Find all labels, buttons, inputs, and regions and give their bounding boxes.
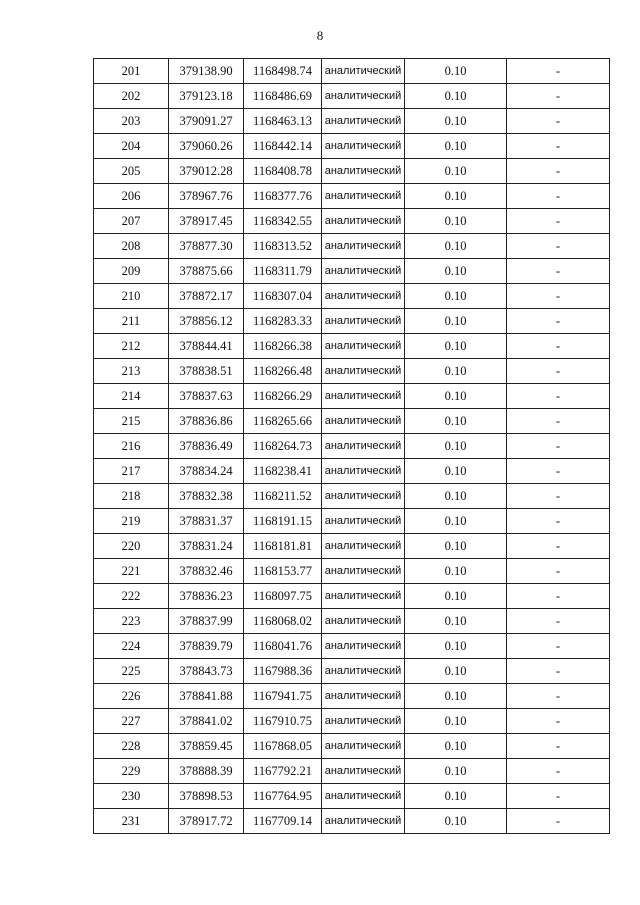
table-row bbox=[94, 484, 610, 509]
method-cell: аналитический bbox=[322, 609, 405, 634]
point-number-cell: 210 bbox=[94, 284, 169, 309]
method-cell: аналитический bbox=[322, 434, 405, 459]
accuracy-cell: 0.10 bbox=[405, 534, 507, 559]
x-coordinate-cell: 378834.24 bbox=[169, 459, 244, 484]
x-coordinate-cell: 378831.24 bbox=[169, 534, 244, 559]
y-coordinate-cell: 1168486.69 bbox=[244, 84, 322, 109]
y-coordinate-cell: 1168311.79 bbox=[244, 259, 322, 284]
note-cell: - bbox=[507, 684, 610, 709]
accuracy-cell: 0.10 bbox=[405, 334, 507, 359]
method-cell: аналитический bbox=[322, 459, 405, 484]
method-cell: аналитический bbox=[322, 284, 405, 309]
accuracy-cell: 0.10 bbox=[405, 309, 507, 334]
accuracy-cell: 0.10 bbox=[405, 659, 507, 684]
x-coordinate-cell: 378917.72 bbox=[169, 809, 244, 834]
point-number-cell: 212 bbox=[94, 334, 169, 359]
accuracy-cell: 0.10 bbox=[405, 784, 507, 809]
x-coordinate-cell: 378836.49 bbox=[169, 434, 244, 459]
table-row bbox=[94, 284, 610, 309]
note-cell: - bbox=[507, 634, 610, 659]
method-cell: аналитический bbox=[322, 234, 405, 259]
note-cell: - bbox=[507, 184, 610, 209]
method-cell: аналитический bbox=[322, 584, 405, 609]
note-cell: - bbox=[507, 409, 610, 434]
accuracy-cell: 0.10 bbox=[405, 84, 507, 109]
y-coordinate-cell: 1168264.73 bbox=[244, 434, 322, 459]
x-coordinate-cell: 378832.46 bbox=[169, 559, 244, 584]
note-cell: - bbox=[507, 809, 610, 834]
y-coordinate-cell: 1168498.74 bbox=[244, 59, 322, 84]
table-row bbox=[94, 184, 610, 209]
method-cell: аналитический bbox=[322, 209, 405, 234]
point-number-cell: 207 bbox=[94, 209, 169, 234]
accuracy-cell: 0.10 bbox=[405, 59, 507, 84]
point-number-cell: 229 bbox=[94, 759, 169, 784]
note-cell: - bbox=[507, 709, 610, 734]
method-cell: аналитический bbox=[322, 109, 405, 134]
table-row bbox=[94, 559, 610, 584]
x-coordinate-cell: 378967.76 bbox=[169, 184, 244, 209]
note-cell: - bbox=[507, 59, 610, 84]
point-number-cell: 203 bbox=[94, 109, 169, 134]
table-row bbox=[94, 509, 610, 534]
note-cell: - bbox=[507, 284, 610, 309]
table-row bbox=[94, 359, 610, 384]
y-coordinate-cell: 1168342.55 bbox=[244, 209, 322, 234]
table-row bbox=[94, 109, 610, 134]
point-number-cell: 224 bbox=[94, 634, 169, 659]
table-row bbox=[94, 309, 610, 334]
page-number: 8 bbox=[316, 28, 324, 43]
table-row bbox=[94, 709, 610, 734]
x-coordinate-cell: 378839.79 bbox=[169, 634, 244, 659]
point-number-cell: 227 bbox=[94, 709, 169, 734]
x-coordinate-cell: 378844.41 bbox=[169, 334, 244, 359]
point-number-cell: 205 bbox=[94, 159, 169, 184]
point-number-cell: 225 bbox=[94, 659, 169, 684]
method-cell: аналитический bbox=[322, 809, 405, 834]
accuracy-cell: 0.10 bbox=[405, 609, 507, 634]
y-coordinate-cell: 1167792.21 bbox=[244, 759, 322, 784]
point-number-cell: 226 bbox=[94, 684, 169, 709]
y-coordinate-cell: 1168181.81 bbox=[244, 534, 322, 559]
x-coordinate-cell: 378836.86 bbox=[169, 409, 244, 434]
method-cell: аналитический bbox=[322, 259, 405, 284]
y-coordinate-cell: 1167941.75 bbox=[244, 684, 322, 709]
method-cell: аналитический bbox=[322, 59, 405, 84]
table-row bbox=[94, 784, 610, 809]
x-coordinate-cell: 378877.30 bbox=[169, 234, 244, 259]
point-number-cell: 220 bbox=[94, 534, 169, 559]
x-coordinate-cell: 378856.12 bbox=[169, 309, 244, 334]
y-coordinate-cell: 1168307.04 bbox=[244, 284, 322, 309]
method-cell: аналитический bbox=[322, 759, 405, 784]
accuracy-cell: 0.10 bbox=[405, 709, 507, 734]
y-coordinate-cell: 1168408.78 bbox=[244, 159, 322, 184]
y-coordinate-cell: 1168266.29 bbox=[244, 384, 322, 409]
x-coordinate-cell: 378837.99 bbox=[169, 609, 244, 634]
table-row bbox=[94, 84, 610, 109]
point-number-cell: 217 bbox=[94, 459, 169, 484]
method-cell: аналитический bbox=[322, 84, 405, 109]
table-row bbox=[94, 684, 610, 709]
x-coordinate-cell: 379060.26 bbox=[169, 134, 244, 159]
point-number-cell: 204 bbox=[94, 134, 169, 159]
note-cell: - bbox=[507, 359, 610, 384]
table-row bbox=[94, 634, 610, 659]
method-cell: аналитический bbox=[322, 334, 405, 359]
accuracy-cell: 0.10 bbox=[405, 409, 507, 434]
point-number-cell: 231 bbox=[94, 809, 169, 834]
point-number-cell: 208 bbox=[94, 234, 169, 259]
point-number-cell: 216 bbox=[94, 434, 169, 459]
note-cell: - bbox=[507, 84, 610, 109]
table-row bbox=[94, 759, 610, 784]
accuracy-cell: 0.10 bbox=[405, 234, 507, 259]
point-number-cell: 206 bbox=[94, 184, 169, 209]
point-number-cell: 215 bbox=[94, 409, 169, 434]
note-cell: - bbox=[507, 259, 610, 284]
note-cell: - bbox=[507, 759, 610, 784]
note-cell: - bbox=[507, 134, 610, 159]
note-cell: - bbox=[507, 784, 610, 809]
method-cell: аналитический bbox=[322, 709, 405, 734]
note-cell: - bbox=[507, 609, 610, 634]
accuracy-cell: 0.10 bbox=[405, 434, 507, 459]
method-cell: аналитический bbox=[322, 509, 405, 534]
y-coordinate-cell: 1168238.41 bbox=[244, 459, 322, 484]
accuracy-cell: 0.10 bbox=[405, 359, 507, 384]
y-coordinate-cell: 1167764.95 bbox=[244, 784, 322, 809]
y-coordinate-cell: 1168442.14 bbox=[244, 134, 322, 159]
y-coordinate-cell: 1168153.77 bbox=[244, 559, 322, 584]
method-cell: аналитический bbox=[322, 184, 405, 209]
accuracy-cell: 0.10 bbox=[405, 584, 507, 609]
method-cell: аналитический bbox=[322, 359, 405, 384]
note-cell: - bbox=[507, 559, 610, 584]
y-coordinate-cell: 1168283.33 bbox=[244, 309, 322, 334]
accuracy-cell: 0.10 bbox=[405, 109, 507, 134]
y-coordinate-cell: 1167868.05 bbox=[244, 734, 322, 759]
accuracy-cell: 0.10 bbox=[405, 484, 507, 509]
point-number-cell: 202 bbox=[94, 84, 169, 109]
x-coordinate-cell: 378838.51 bbox=[169, 359, 244, 384]
table-row bbox=[94, 234, 610, 259]
point-number-cell: 214 bbox=[94, 384, 169, 409]
y-coordinate-cell: 1168266.48 bbox=[244, 359, 322, 384]
point-number-cell: 209 bbox=[94, 259, 169, 284]
x-coordinate-cell: 378837.63 bbox=[169, 384, 244, 409]
note-cell: - bbox=[507, 534, 610, 559]
point-number-cell: 222 bbox=[94, 584, 169, 609]
y-coordinate-cell: 1168097.75 bbox=[244, 584, 322, 609]
x-coordinate-cell: 379012.28 bbox=[169, 159, 244, 184]
table-row bbox=[94, 334, 610, 359]
note-cell: - bbox=[507, 584, 610, 609]
y-coordinate-cell: 1167988.36 bbox=[244, 659, 322, 684]
table-row bbox=[94, 259, 610, 284]
method-cell: аналитический bbox=[322, 134, 405, 159]
accuracy-cell: 0.10 bbox=[405, 759, 507, 784]
y-coordinate-cell: 1168068.02 bbox=[244, 609, 322, 634]
point-number-cell: 213 bbox=[94, 359, 169, 384]
y-coordinate-cell: 1167709.14 bbox=[244, 809, 322, 834]
accuracy-cell: 0.10 bbox=[405, 559, 507, 584]
table-row bbox=[94, 159, 610, 184]
method-cell: аналитический bbox=[322, 634, 405, 659]
y-coordinate-cell: 1168041.76 bbox=[244, 634, 322, 659]
point-number-cell: 219 bbox=[94, 509, 169, 534]
accuracy-cell: 0.10 bbox=[405, 284, 507, 309]
accuracy-cell: 0.10 bbox=[405, 734, 507, 759]
x-coordinate-cell: 378875.66 bbox=[169, 259, 244, 284]
table-row bbox=[94, 384, 610, 409]
table-row bbox=[94, 434, 610, 459]
accuracy-cell: 0.10 bbox=[405, 159, 507, 184]
accuracy-cell: 0.10 bbox=[405, 259, 507, 284]
note-cell: - bbox=[507, 459, 610, 484]
table-row bbox=[94, 734, 610, 759]
method-cell: аналитический bbox=[322, 659, 405, 684]
accuracy-cell: 0.10 bbox=[405, 459, 507, 484]
note-cell: - bbox=[507, 484, 610, 509]
table-row bbox=[94, 59, 610, 84]
note-cell: - bbox=[507, 734, 610, 759]
method-cell: аналитический bbox=[322, 409, 405, 434]
accuracy-cell: 0.10 bbox=[405, 209, 507, 234]
method-cell: аналитический bbox=[322, 784, 405, 809]
y-coordinate-cell: 1168313.52 bbox=[244, 234, 322, 259]
y-coordinate-cell: 1168463.13 bbox=[244, 109, 322, 134]
note-cell: - bbox=[507, 109, 610, 134]
table-row bbox=[94, 134, 610, 159]
point-number-cell: 211 bbox=[94, 309, 169, 334]
x-coordinate-cell: 378843.73 bbox=[169, 659, 244, 684]
x-coordinate-cell: 378898.53 bbox=[169, 784, 244, 809]
x-coordinate-cell: 379123.18 bbox=[169, 84, 244, 109]
point-number-cell: 223 bbox=[94, 609, 169, 634]
table-row bbox=[94, 809, 610, 834]
note-cell: - bbox=[507, 209, 610, 234]
x-coordinate-cell: 378836.23 bbox=[169, 584, 244, 609]
x-coordinate-cell: 378841.88 bbox=[169, 684, 244, 709]
method-cell: аналитический bbox=[322, 534, 405, 559]
y-coordinate-cell: 1168265.66 bbox=[244, 409, 322, 434]
x-coordinate-cell: 378888.39 bbox=[169, 759, 244, 784]
accuracy-cell: 0.10 bbox=[405, 634, 507, 659]
accuracy-cell: 0.10 bbox=[405, 809, 507, 834]
point-number-cell: 230 bbox=[94, 784, 169, 809]
accuracy-cell: 0.10 bbox=[405, 384, 507, 409]
note-cell: - bbox=[507, 384, 610, 409]
table-row bbox=[94, 609, 610, 634]
note-cell: - bbox=[507, 434, 610, 459]
table-row bbox=[94, 459, 610, 484]
point-number-cell: 218 bbox=[94, 484, 169, 509]
method-cell: аналитический bbox=[322, 559, 405, 584]
note-cell: - bbox=[507, 334, 610, 359]
point-number-cell: 201 bbox=[94, 59, 169, 84]
table-row bbox=[94, 534, 610, 559]
method-cell: аналитический bbox=[322, 484, 405, 509]
accuracy-cell: 0.10 bbox=[405, 184, 507, 209]
method-cell: аналитический bbox=[322, 384, 405, 409]
x-coordinate-cell: 378831.37 bbox=[169, 509, 244, 534]
y-coordinate-cell: 1167910.75 bbox=[244, 709, 322, 734]
note-cell: - bbox=[507, 309, 610, 334]
y-coordinate-cell: 1168266.38 bbox=[244, 334, 322, 359]
y-coordinate-cell: 1168191.15 bbox=[244, 509, 322, 534]
x-coordinate-cell: 378872.17 bbox=[169, 284, 244, 309]
note-cell: - bbox=[507, 234, 610, 259]
accuracy-cell: 0.10 bbox=[405, 684, 507, 709]
x-coordinate-cell: 378841.02 bbox=[169, 709, 244, 734]
table-row bbox=[94, 659, 610, 684]
y-coordinate-cell: 1168377.76 bbox=[244, 184, 322, 209]
method-cell: аналитический bbox=[322, 159, 405, 184]
method-cell: аналитический bbox=[322, 734, 405, 759]
x-coordinate-cell: 378917.45 bbox=[169, 209, 244, 234]
coordinates-table-body bbox=[94, 59, 610, 834]
note-cell: - bbox=[507, 509, 610, 534]
note-cell: - bbox=[507, 159, 610, 184]
x-coordinate-cell: 378859.45 bbox=[169, 734, 244, 759]
coordinates-table bbox=[93, 58, 610, 834]
accuracy-cell: 0.10 bbox=[405, 134, 507, 159]
table-row bbox=[94, 409, 610, 434]
accuracy-cell: 0.10 bbox=[405, 509, 507, 534]
method-cell: аналитический bbox=[322, 309, 405, 334]
method-cell: аналитический bbox=[322, 684, 405, 709]
table-row bbox=[94, 584, 610, 609]
table-row bbox=[94, 209, 610, 234]
point-number-cell: 221 bbox=[94, 559, 169, 584]
x-coordinate-cell: 379091.27 bbox=[169, 109, 244, 134]
x-coordinate-cell: 378832.38 bbox=[169, 484, 244, 509]
point-number-cell: 228 bbox=[94, 734, 169, 759]
x-coordinate-cell: 379138.90 bbox=[169, 59, 244, 84]
note-cell: - bbox=[507, 659, 610, 684]
y-coordinate-cell: 1168211.52 bbox=[244, 484, 322, 509]
